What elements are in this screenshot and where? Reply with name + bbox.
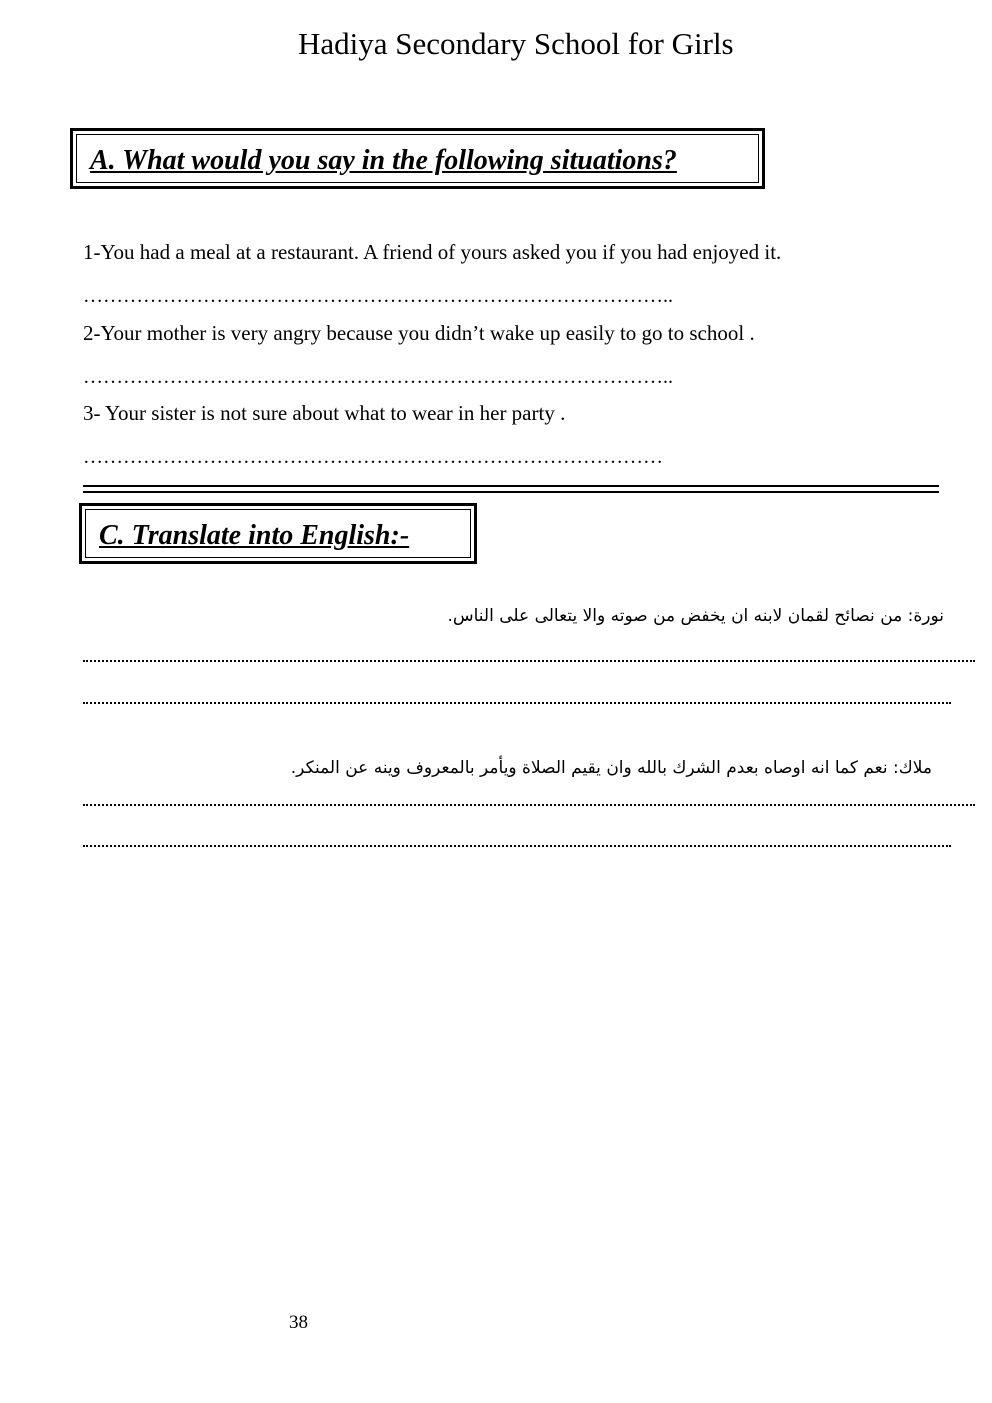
section-a-box: [70, 128, 765, 189]
answer-line-3[interactable]: ……………………………………………………………………………: [83, 446, 663, 468]
answer-line-1[interactable]: ……………………………………………………………………………..: [83, 285, 673, 307]
translate-answer-line-1b[interactable]: [83, 702, 951, 704]
question-2: 2-Your mother is very angry because you didn’t wake up easily to go to school .: [83, 321, 755, 345]
translate-answer-line-2b[interactable]: [83, 845, 951, 847]
section-c-heading: C. Translate into English:-: [99, 520, 410, 551]
translate-sentence-2: ملاك: نعم كما انه اوصاه بعدم الشرك بالله وان يقيم الصلاة ويأمر بالمعروف وينه عن المنكر.: [290, 758, 932, 778]
question-1: 1-You had a meal at a restaurant. A friend of yours asked you if you had enjoyed it.: [83, 240, 782, 264]
answer-line-2[interactable]: ……………………………………………………………………………..: [83, 366, 673, 388]
section-c-box: [79, 503, 477, 564]
school-title: Hadiya Secondary School for Girls: [298, 26, 734, 61]
translate-answer-line-2a[interactable]: [83, 804, 975, 806]
translate-answer-line-1a[interactable]: [83, 660, 975, 662]
question-3: 3- Your sister is not sure about what to wear in her party .: [83, 401, 566, 425]
translate-sentence-1: نورة: من نصائح لقمان لابنه ان يخفض من صوته والا يتعالى على الناس.: [447, 606, 944, 626]
section-separator: [83, 482, 939, 496]
section-a-heading: A. What would you say in the following situations?: [90, 145, 677, 176]
page-number: 38: [289, 1312, 308, 1333]
